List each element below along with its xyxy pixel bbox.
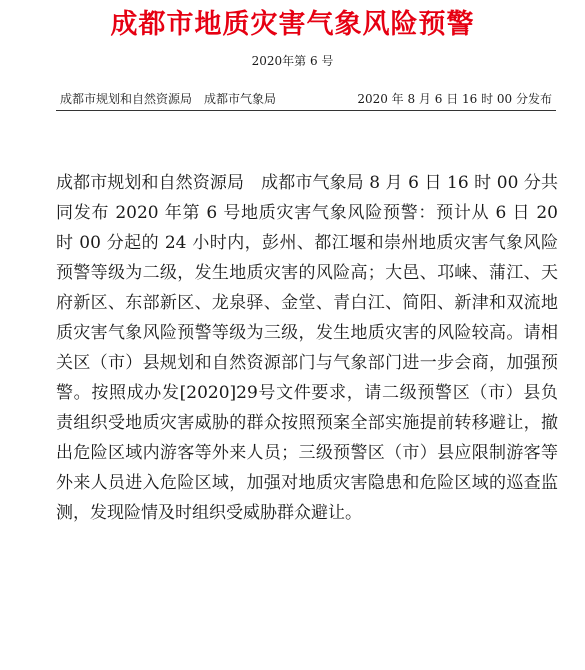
- issuer-line: [60, 90, 552, 108]
- issuing-agencies: 成都市规划和自然资源局 成都市气象局: [60, 92, 277, 106]
- warning-body-paragraph: 成都市规划和自然资源局 成都市气象局 8 月 6 日 16 时 00 分共同发布 2020 年第 6 号地质灾害气象风险预警：预计从 6 日 20 时 00 分起的 24 小时内，彭州、都江堰和崇州地质灾害气象风险预警等级为二级，发生地质灾害的风险高；大邑、邛崃、蒲江、天府新区、东部新区、龙泉驿、金堂、青白江、简阳、新津和双流地质灾害气象风险预警等级为三级，发生地质灾害的风险较高。请相关区（市）县规划和自然资源部门与气象部门进一步会商，加强预警。按照成办发[2020]29号文件要求，请二级预警区（市）县负责组织受地质灾害威胁的群众按照预案全部实施提前转移避让，撤出危险区域内游客等外来人员；三级预警区（市）县应限制游客等外来人员进入危险区域，加强对地质灾害隐患和危险区域的巡查监测，发现险情及时组织受威胁群众避让。: [56, 173, 558, 523]
- publish-time: 2020 年 8 月 6 日 16 时 00 分发布: [357, 92, 552, 106]
- document-title: 成都市地质灾害气象风险预警: [110, 9, 475, 40]
- header-divider: [56, 110, 556, 111]
- issue-number: 2020年第 6 号: [251, 54, 334, 68]
